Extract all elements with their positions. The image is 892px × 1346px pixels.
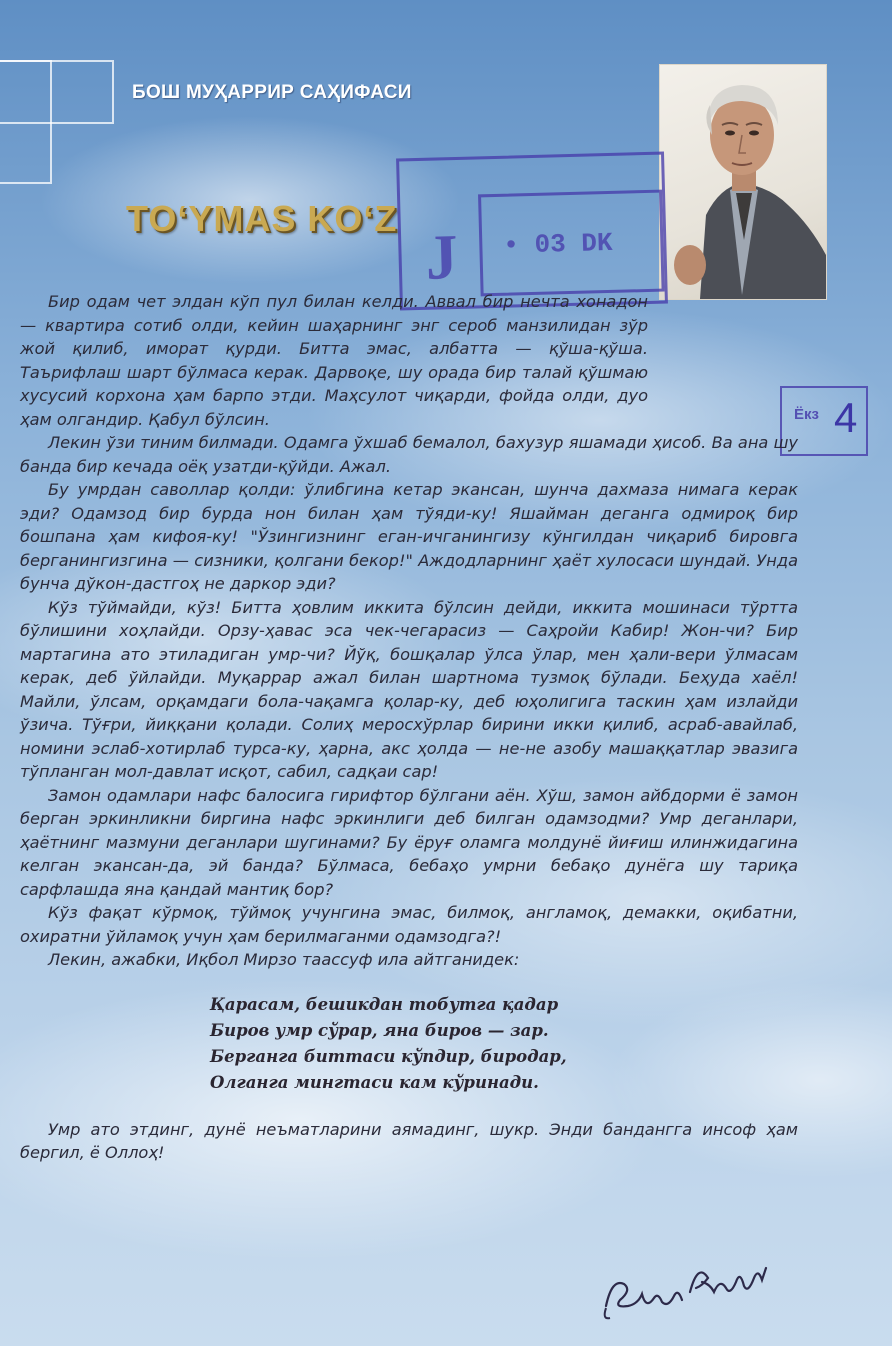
article-body: [20, 290, 798, 1165]
stamp-glyph: J: [424, 220, 459, 293]
poem-line: Олганга мингтаси кам кўринади.: [210, 1072, 539, 1092]
section-title: БОШ МУҲАРРИР САҲИФАСИ: [132, 82, 412, 103]
registration-stamp: [396, 152, 668, 311]
article-paragraph: Замон одамлари нафс балосига гирифтор бўлгани аён. Хўш, замон айбдорми ё замон берган эркинликни биргина нафс эркинлиги деб билган одамзодми? Умр деганлари, ҳаётнинг мазмуни деганлари шугинами? Бу ёруғ оламга молдунё йиғиш илинжидагина келган экансан-да, эй банда? Бўлмаса, бебаҳо умрни бебақо дунёга шу тариқа сарфлашда яна қандай мантиқ бор?: [20, 785, 798, 899]
article-paragraph: Лекин ўзи тиним билмади. Одамга ўхшаб бемалол, бахузур яшамади ҳисоб. Ва ана шу банда бир кечада оёқ узатди-қўйди. Ажал.: [20, 433, 798, 476]
poem-line: Қарасам, бешикдан тобутга қадар: [210, 994, 559, 1014]
closing-paragraph: Умр ато этдинг, дунё неъматларини аямадинг, шукр. Энди бандангга инсоф ҳам бергил, ё Оллоҳ!: [20, 1119, 798, 1162]
stamp-code: • 03 DK: [502, 227, 613, 261]
poem-line: Биров умр сўрар, яна биров — зар.: [210, 1020, 549, 1040]
article-paragraph: Кўз фақат кўрмоқ, тўймоқ учунгина эмас, билмоқ, англамоқ, демакки, оқибатни, охиратни ўйламоқ учун ҳам берилмаганми одамзодга?!: [20, 903, 798, 946]
poem-quote: [210, 992, 798, 1096]
article-paragraph: Кўз тўймайди, кўз! Битта ҳовлим иккита бўлсин дейди, иккита мошинаси тўртта бўлишини хоҳлайди. Орзу-ҳавас эса чек-чегарасиз — Саҳройи Кабир! Жон-чи? Бир мартагина ато этиладиган умр-чи? Йўқ, бошқалар ўлса ўлар, мен ҳали-вери ўлмасам керак, деб ўйлайди. Муқаррар ажал билан шартнома тузмоқ бўлади. Беҳуда хаёл! Майли, ўлсам, орқамдаги бола-чақамга қолар-ку, деб юҳолигига таскин ҳам излайди ўзича. Тўғри, йиққани қолади. Солиҳ меросхўрлар бирини икки қилиб, асраб-авайлаб, номини эслаб-хотирлаб турса-ку, ҳарна, акс ҳолда — не-не азобу машаққатлар эвазига тўпланган мол-давлат исқот, сабил, садқаи сар!: [20, 597, 798, 781]
page-mark-label: Ёкз: [794, 406, 819, 423]
article-paragraph: Лекин, ажабки, Иқбол Мирзо таассуф ила айтганидек:: [48, 950, 520, 969]
editor-portrait: [659, 64, 827, 300]
article-title: TO‘YMAS KO‘Z: [126, 198, 398, 239]
poem-line: Берганга биттаси кўпдир, биродар,: [210, 1046, 567, 1066]
article-paragraph: Бу умрдан саволлар қолди: ўлибгина кетар экансан, шунча дахмаза нимага керак эди? Одамзод бир бурда нон билан ҳам тўяди-ку! Яшайман деганга одмироқ бир бошпана ҳам кифоя-ку! "Ўзингизнинг еган-ичганингизу кўнгилдан чиқариб бировга берганингизгина — сизники, қолгани бекор!" Аждодларнинг ҳаёт хулосаси шундай. Унда бунча дўкон-дастгоҳ не даркор эди?: [20, 480, 798, 593]
portrait-photo: [660, 65, 826, 299]
editor-signature: [598, 1248, 778, 1326]
decorative-frame-square: [0, 60, 52, 184]
article-paragraph: Бир одам чет элдан кўп пул билан келди. Аввал бир нечта хонадон — квартира сотиб олди, кейин шаҳарнинг энг сероб манзилидан зўр жой қилиб, иморат қурди. Битта эмас, албатта — қўша-қўша. Таърифлаш шарт бўлмаса керак. Дарвоқе, шу орада бир талай қўшмаю хусусий корхона ҳам барпо этди. Маҳсулот чиқарди, фойда олди, дуо ҳам олгандир. Қабул бўлсин.: [20, 292, 648, 429]
page-mark-number: 4: [834, 394, 858, 441]
